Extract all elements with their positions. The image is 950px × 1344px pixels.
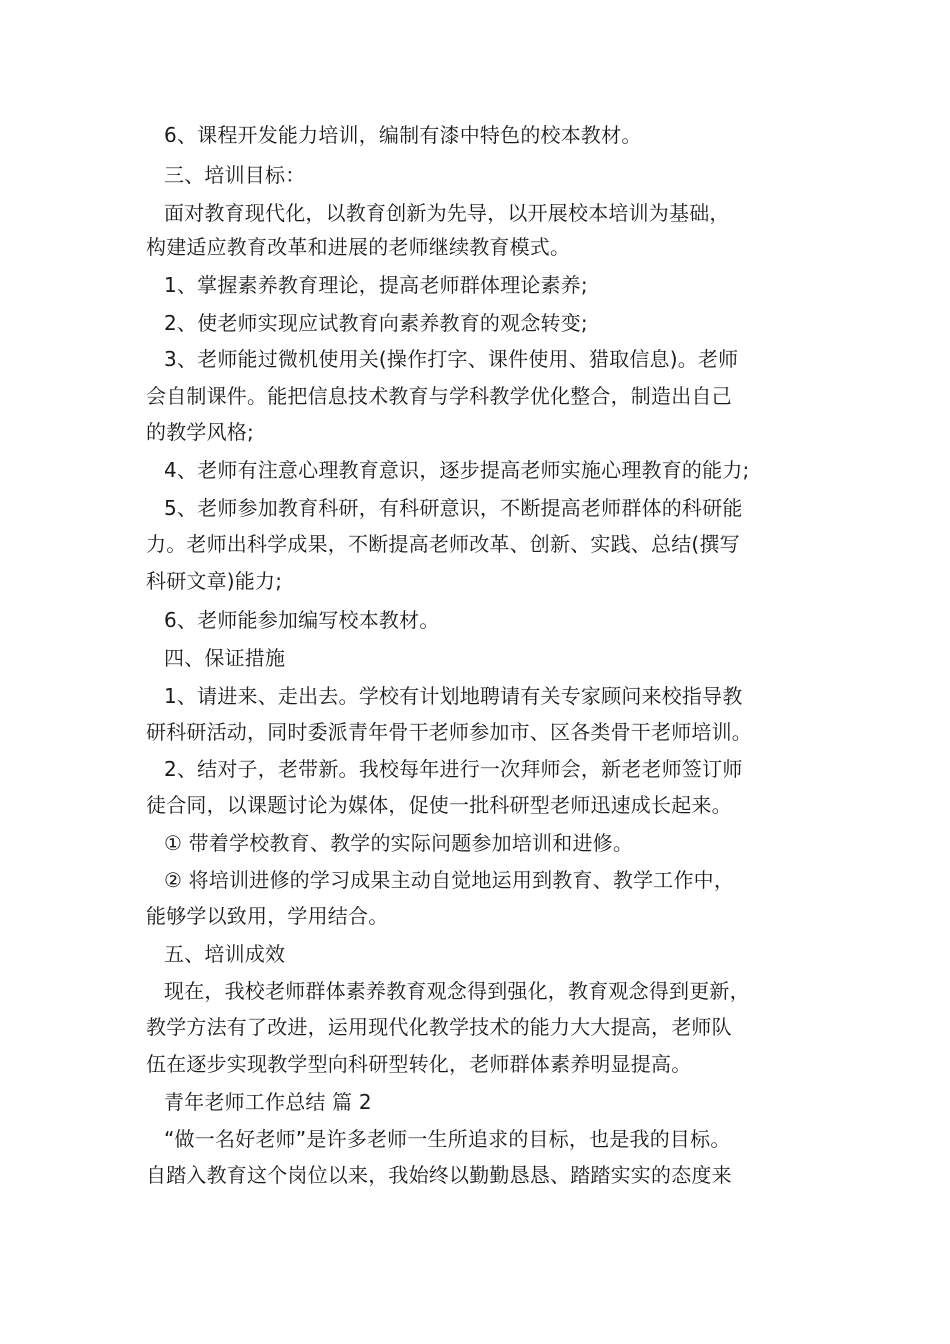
results-paragraph-line-3: 伍在逐步实现教学型向科研型转化，老师群体素养明显提高。 — [146, 1052, 692, 1076]
measure-item-1-line-2: 研科研活动，同时委派青年骨干老师参加市、区各类骨干老师培训。 — [146, 720, 752, 744]
line-course-development: 6、课程开发能力培训，编制有漆中特色的校本教材。 — [164, 123, 642, 147]
part-2-paragraph-line-2: 自踏入教育这个岗位以来，我始终以勤勤恳恳、踏踏实实的态度来 — [146, 1163, 732, 1187]
heading-training-goals: 三、培训目标： — [164, 163, 306, 187]
measure-item-2-line-2: 徒合同，以课题讨论为媒体，促使一批科研型老师迅速成长起来。 — [146, 793, 732, 817]
goal-item-4: 4、老师有注意心理教育意识，逐步提高老师实施心理教育的能力; — [164, 458, 750, 482]
measure-item-2-line-1: 2、结对子，老带新。我校每年进行一次拜师会，新老老师签订师 — [164, 757, 743, 781]
measure-item-1-line-1: 1、请进来、走出去。学校有计划地聘请有关专家顾问来校指导教 — [164, 684, 743, 708]
measure-subitem-2-line-1: ② 将培训进修的学习成果主动自觉地运用到教育、教学工作中， — [164, 868, 735, 892]
goal-item-1: 1、掌握素养教育理论，提高老师群体理论素养; — [164, 273, 588, 297]
paragraph-goals-line-1: 面对教育现代化，以教育创新为先导，以开展校本培训为基础， — [164, 201, 730, 225]
goal-item-6: 6、老师能参加编写校本教材。 — [164, 608, 440, 632]
heading-training-results: 五、培训成效 — [164, 942, 286, 966]
goal-item-5-line-1: 5、老师参加教育科研，有科研意识，不断提高老师群体的科研能 — [164, 496, 743, 520]
results-paragraph-line-1: 现在，我校老师群体素养教育观念得到强化，教育观念得到更新， — [164, 979, 750, 1003]
measure-subitem-1: ① 带着学校教育、教学的实际问题参加培训和进修。 — [164, 831, 634, 855]
part-2-paragraph-line-1: “做一名好老师”是许多老师一生所追求的目标，也是我的目标。 — [164, 1127, 731, 1151]
goal-item-5-line-3: 科研文章)能力; — [146, 569, 283, 593]
goal-item-2: 2、使老师实现应试教育向素养教育的观念转变; — [164, 311, 588, 335]
measure-subitem-2-line-2: 能够学以致用，学用结合。 — [146, 904, 389, 928]
paragraph-goals-line-2: 构建适应教育改革和进展的老师继续教育模式。 — [146, 235, 571, 259]
goal-item-3-line-1: 3、老师能过微机使用关(操作打字、课件使用、猎取信息)。老师 — [164, 347, 739, 371]
heading-guarantee-measures: 四、保证措施 — [164, 646, 286, 670]
section-title-part-2: 青年老师工作总结 篇 2 — [164, 1090, 372, 1114]
goal-item-5-line-2: 力。老师出科学成果，不断提高老师改革、创新、实践、总结(撰写 — [146, 532, 740, 556]
goal-item-3-line-3: 的教学风格; — [146, 420, 254, 444]
results-paragraph-line-2: 教学方法有了改进，运用现代化教学技术的能力大大提高，老师队 — [146, 1015, 732, 1039]
goal-item-3-line-2: 会自制课件。能把信息技术教育与学科教学优化整合，制造出自己 — [146, 384, 732, 408]
